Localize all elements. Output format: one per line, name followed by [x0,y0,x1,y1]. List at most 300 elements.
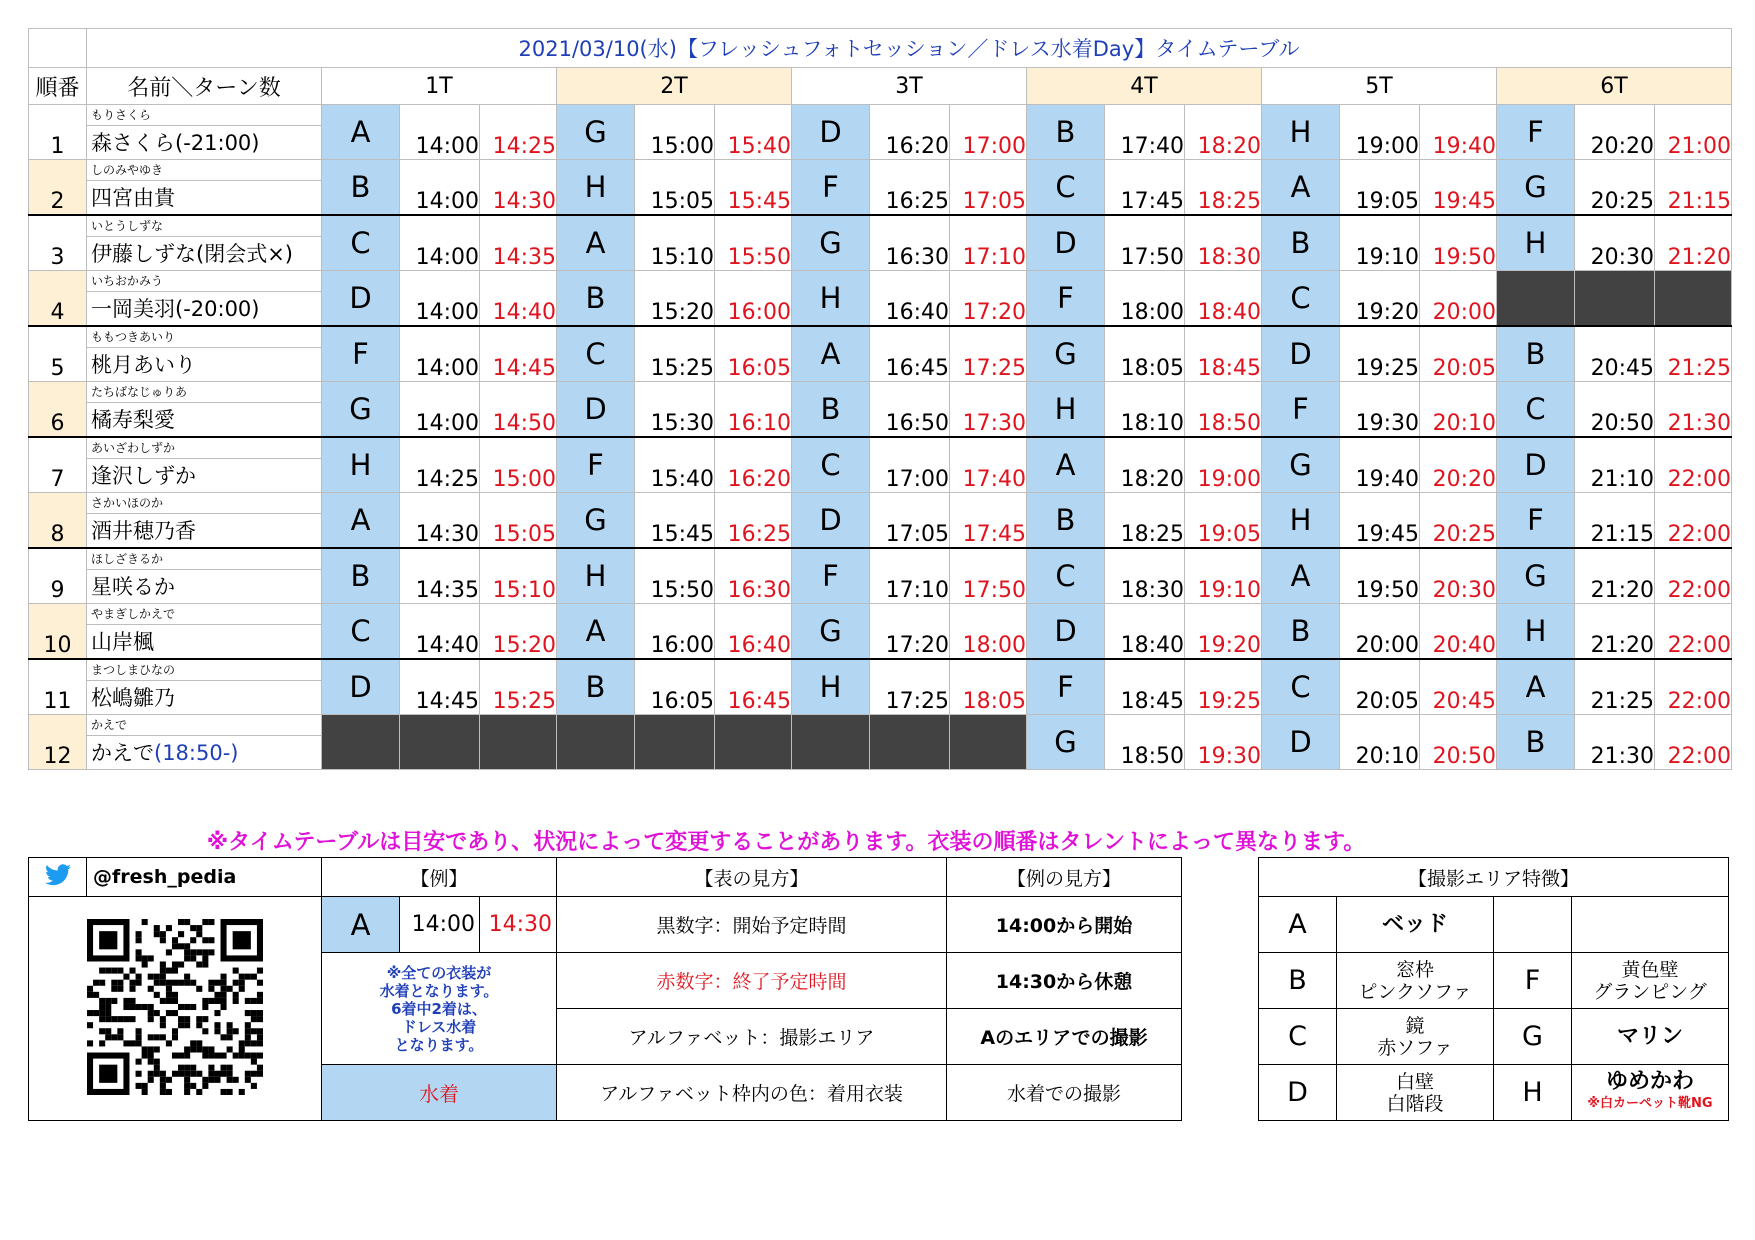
performer-cell [87,659,322,715]
area-letter: H [322,437,400,493]
area-feature-text: 窓枠 ピンクソファ [1358,958,1472,1003]
end-time: 14:50 [480,382,557,438]
end-time: 18:20 [1185,105,1262,160]
start-time: 19:05 [1340,160,1420,216]
qr-code-icon[interactable] [87,919,263,1095]
start-time: 19:40 [1340,437,1420,493]
start-time: 15:40 [635,437,715,493]
end-time: 15:40 [715,105,792,160]
end-time: 17:10 [950,215,1027,271]
end-time: 21:20 [1655,215,1732,271]
end-time: 14:45 [480,326,557,382]
start-time: 14:30 [400,493,480,549]
end-time: 19:40 [1420,105,1497,160]
area-letter: G [1027,715,1105,770]
costume-note: ※全ての衣装が 水着となります。 6着中2着は、 ドレス水着 となります。 [322,953,557,1065]
area-feature-text: マリン [1616,1023,1683,1049]
area-letter: F [1497,493,1575,549]
end-time: 18:40 [1185,271,1262,327]
start-time: 16:30 [870,215,950,271]
turn-header-5: 5T [1262,68,1497,105]
performer-cell [87,715,322,770]
start-time: 16:05 [635,659,715,715]
legend-example-color: 水着での撮影 [947,1065,1182,1121]
performer-furigana: まつしまひなの [87,660,321,681]
start-time: 20:00 [1340,604,1420,660]
legend-item-color: アルファベット枠内の色：着用衣装 [557,1065,947,1121]
page-title: 2021/03/10(水)【フレッシュフォトセッション／ドレス水着Day】タイムテーブル [87,29,1732,68]
start-time: 15:05 [635,160,715,216]
end-time: 14:30 [480,160,557,216]
area-feature-desc [1572,953,1729,1009]
row-number: 7 [29,437,87,493]
turn-header-1: 1T [322,68,557,105]
area-letter: H [1262,493,1340,549]
area-letter: A [1497,659,1575,715]
start-time: 19:30 [1340,382,1420,438]
timetable-sheet [28,28,1732,1115]
area-feature-text: ゆめかわ [1605,1068,1694,1094]
area-feature-desc [1337,953,1494,1009]
example-header: 【例】 [322,858,557,897]
area-letter: C [1027,548,1105,604]
swimsuit-color-sample: 水着 [322,1065,557,1121]
end-time: 20:40 [1420,604,1497,660]
area-letter: H [1027,382,1105,438]
area-letter: B [1497,326,1575,382]
area-letter: D [1262,715,1340,770]
area-letter: B [322,160,400,216]
row-number: 12 [29,715,87,770]
area-feature-row [1259,1065,1729,1121]
performer-furigana: あいざわしずか [87,438,321,459]
end-time: 15:10 [480,548,557,604]
performer-name-line [87,126,321,158]
area-letter: B [1027,493,1105,549]
end-time: 22:00 [1655,604,1732,660]
end-time: 16:25 [715,493,792,549]
start-time: 14:00 [400,271,480,327]
row-number: 5 [29,326,87,382]
area-feature-desc [1572,1065,1729,1121]
area-features-header: 【撮影エリア特徴】 [1259,858,1729,897]
area-features [1258,857,1729,1121]
end-time: 22:00 [1655,493,1732,549]
area-feature-text: ベッド [1381,911,1448,937]
performer-name: 森さくら(-21:00) [91,131,260,155]
table-row [29,715,1732,770]
unavailable-cell [480,715,557,770]
area-letter: H [1497,604,1575,660]
performer-furigana: さかいほのか [87,493,321,514]
header-row [29,68,1732,105]
performer-cell [87,105,322,160]
start-time: 18:40 [1105,604,1185,660]
example-start: 14:00 [400,897,480,953]
twitter-icon [45,864,71,886]
start-time: 14:45 [400,659,480,715]
start-time: 20:30 [1575,215,1655,271]
area-letter: B [557,659,635,715]
start-time: 21:25 [1575,659,1655,715]
end-time: 17:45 [950,493,1027,549]
area-feature-row [1259,1009,1729,1065]
notice-text: ※タイムテーブルは目安であり、状況によって変更することがあります。衣装の順番はタレントによって異なります。 [206,830,1366,855]
unavailable-cell [1655,271,1732,327]
area-letter: D [792,105,870,160]
unavailable-cell [635,715,715,770]
unavailable-cell [322,715,400,770]
end-time: 16:20 [715,437,792,493]
performer-name-line [87,292,321,324]
start-time: 19:10 [1340,215,1420,271]
start-time: 18:45 [1105,659,1185,715]
area-letter: G [1497,548,1575,604]
end-time: 19:30 [1185,715,1262,770]
area-features-table [1258,857,1729,1121]
area-feature-desc [1337,897,1494,953]
start-time: 18:20 [1105,437,1185,493]
unavailable-cell [715,715,792,770]
start-time: 20:45 [1575,326,1655,382]
area-letter: B [1262,604,1340,660]
table-row [29,437,1732,493]
area-letter: B [1262,215,1340,271]
area-letter: G [322,382,400,438]
start-time: 15:00 [635,105,715,160]
legend-item-black: 黒数字：開始予定時間 [557,897,947,953]
start-time: 14:00 [400,215,480,271]
area-feature-desc [1337,1009,1494,1065]
area-letter: D [1027,604,1105,660]
area-feature-text: 黄色壁 グランピング [1593,958,1707,1003]
performer-furigana: もりさくら [87,105,321,126]
end-time: 15:45 [715,160,792,216]
start-time: 21:15 [1575,493,1655,549]
end-time: 18:05 [950,659,1027,715]
area-letter: B [1027,105,1105,160]
unavailable-cell [792,715,870,770]
start-time: 20:25 [1575,160,1655,216]
end-time: 17:20 [950,271,1027,327]
end-time: 20:25 [1420,493,1497,549]
performer-cell [87,271,322,327]
qr-code-cell [29,897,322,1121]
performer-name: 松嶋雛乃 [91,686,175,710]
table-row [29,382,1732,438]
area-feature-letter: H [1494,1065,1572,1121]
performer-name: かえで [91,741,154,765]
performer-name-line [87,181,321,213]
end-time: 18:00 [950,604,1027,660]
start-time: 19:45 [1340,493,1420,549]
start-time: 15:30 [635,382,715,438]
area-feature-letter: B [1259,953,1337,1009]
start-time: 19:25 [1340,326,1420,382]
example-area: A [322,897,400,953]
end-time: 20:50 [1420,715,1497,770]
area-letter: H [1262,105,1340,160]
end-time: 16:00 [715,271,792,327]
table-row [29,105,1732,160]
performer-cell [87,437,322,493]
area-letter: C [792,437,870,493]
performer-furigana: たちばなじゅりあ [87,382,321,403]
start-time: 14:00 [400,326,480,382]
how-to-read-header: 【表の見方】 [557,858,947,897]
area-letter: B [322,548,400,604]
start-time: 15:20 [635,271,715,327]
end-time: 18:25 [1185,160,1262,216]
area-letter: F [557,437,635,493]
unavailable-cell [950,715,1027,770]
end-time: 17:05 [950,160,1027,216]
area-letter: A [557,215,635,271]
performer-name: 酒井穂乃香 [91,519,196,543]
end-time: 19:20 [1185,604,1262,660]
performer-furigana: ももつきあいり [87,327,321,348]
timetable [28,28,1732,770]
performer-name: 星咲るか [91,575,175,599]
legend-example-letter: Aのエリアでの撮影 [947,1009,1182,1065]
performer-name: 一岡美羽(-20:00) [91,297,260,321]
end-time: 21:15 [1655,160,1732,216]
area-letter: A [1027,437,1105,493]
start-time: 17:40 [1105,105,1185,160]
area-letter: B [557,271,635,327]
end-time: 17:50 [950,548,1027,604]
start-time: 15:45 [635,493,715,549]
start-time: 20:10 [1340,715,1420,770]
end-time: 22:00 [1655,659,1732,715]
end-time: 19:10 [1185,548,1262,604]
area-letter: D [322,659,400,715]
end-time: 20:45 [1420,659,1497,715]
area-letter: H [792,659,870,715]
performer-name-line [87,348,321,380]
twitter-icon-cell [29,858,87,897]
area-feature-desc [1337,1065,1494,1121]
performer-name-line [87,237,321,269]
table-row [29,326,1732,382]
start-time: 18:05 [1105,326,1185,382]
table-row [29,493,1732,549]
start-time: 14:35 [400,548,480,604]
start-time: 17:45 [1105,160,1185,216]
row-number: 3 [29,215,87,271]
end-time: 14:35 [480,215,557,271]
performer-name-line [87,681,321,713]
start-time: 14:00 [400,382,480,438]
twitter-handle[interactable]: @fresh_pedia [87,858,322,897]
performer-name-note: (18:50-) [154,741,239,765]
table-row [29,271,1732,327]
start-time: 14:25 [400,437,480,493]
performer-furigana: しのみやゆき [87,160,321,181]
area-letter: D [1027,215,1105,271]
legend-example-black: 14:00から開始 [947,897,1182,953]
end-time: 21:00 [1655,105,1732,160]
row-number: 9 [29,548,87,604]
end-time: 18:50 [1185,382,1262,438]
area-letter: C [557,326,635,382]
performer-cell [87,604,322,660]
end-time: 15:20 [480,604,557,660]
start-time: 15:50 [635,548,715,604]
performer-name: 四宮由貴 [91,186,175,210]
start-time: 16:20 [870,105,950,160]
legend-table [28,857,1182,1121]
area-letter: H [792,271,870,327]
start-time: 19:20 [1340,271,1420,327]
area-letter: A [557,604,635,660]
end-time: 15:05 [480,493,557,549]
start-time: 14:00 [400,105,480,160]
area-feature-row [1259,897,1729,953]
area-feature-letter: G [1494,1009,1572,1065]
area-feature-desc [1572,897,1729,953]
performer-name: 橘寿梨愛 [91,408,175,432]
start-time: 21:20 [1575,604,1655,660]
end-time: 18:45 [1185,326,1262,382]
end-time: 20:00 [1420,271,1497,327]
start-time: 17:25 [870,659,950,715]
performer-furigana: ほしざきるか [87,549,321,570]
start-time: 19:00 [1340,105,1420,160]
performer-cell [87,215,322,271]
end-time: 15:50 [715,215,792,271]
start-time: 16:50 [870,382,950,438]
end-time: 19:50 [1420,215,1497,271]
area-letter: H [557,548,635,604]
area-letter: C [1497,382,1575,438]
end-time: 19:05 [1185,493,1262,549]
end-time: 21:30 [1655,382,1732,438]
name-turn-header: 名前＼ターン数 [87,68,322,105]
area-letter: D [1497,437,1575,493]
turn-header-2: 2T [557,68,792,105]
end-time: 20:30 [1420,548,1497,604]
start-time: 20:05 [1340,659,1420,715]
area-letter: C [1027,160,1105,216]
area-feature-ng-note: ※白カーペット靴NG [1587,1095,1713,1111]
end-time: 16:30 [715,548,792,604]
start-time: 16:00 [635,604,715,660]
unavailable-cell [1497,271,1575,327]
start-time: 17:00 [870,437,950,493]
order-header: 順番 [29,68,87,105]
area-letter: H [557,160,635,216]
area-letter: F [792,548,870,604]
performer-name: 桃月あいり [91,353,196,377]
end-time: 20:05 [1420,326,1497,382]
start-time: 18:30 [1105,548,1185,604]
start-time: 19:50 [1340,548,1420,604]
area-letter: G [1027,326,1105,382]
row-number: 1 [29,105,87,160]
performer-furigana: かえで [87,715,321,736]
row-number: 4 [29,271,87,327]
start-time: 21:20 [1575,548,1655,604]
area-feature-text: 鏡 赤ソファ [1377,1014,1453,1059]
area-feature-row [1259,953,1729,1009]
start-time: 14:40 [400,604,480,660]
performer-name-line [87,570,321,602]
performer-cell [87,160,322,216]
start-time: 15:10 [635,215,715,271]
start-time: 17:20 [870,604,950,660]
area-feature-letter: C [1259,1009,1337,1065]
area-letter: G [792,215,870,271]
legend-item-letter: アルファベット：撮影エリア [557,1009,947,1065]
end-time: 22:00 [1655,437,1732,493]
row-number: 11 [29,659,87,715]
table-row [29,604,1732,660]
performer-furigana: いとうしずな [87,216,321,237]
end-time: 21:25 [1655,326,1732,382]
start-time: 18:50 [1105,715,1185,770]
performer-cell [87,382,322,438]
turn-header-6: 6T [1497,68,1732,105]
legend-example-red: 14:30から休憩 [947,953,1182,1009]
start-time: 16:25 [870,160,950,216]
end-time: 16:05 [715,326,792,382]
performer-name: 逢沢しずか [91,464,196,488]
start-time: 16:40 [870,271,950,327]
table-row [29,548,1732,604]
end-time: 20:20 [1420,437,1497,493]
end-time: 17:30 [950,382,1027,438]
end-time: 14:25 [480,105,557,160]
area-letter: C [1262,271,1340,327]
area-feature-letter: D [1259,1065,1337,1121]
performer-name-line [87,736,321,768]
start-time: 16:45 [870,326,950,382]
area-letter: F [1497,105,1575,160]
area-letter: B [1497,715,1575,770]
row-number: 2 [29,160,87,216]
performer-name-line [87,459,321,491]
area-letter: F [792,160,870,216]
turn-header-4: 4T [1027,68,1262,105]
end-time: 19:25 [1185,659,1262,715]
unavailable-cell [870,715,950,770]
start-time: 14:00 [400,160,480,216]
unavailable-cell [1575,271,1655,327]
area-letter: C [322,604,400,660]
table-row [29,659,1732,715]
end-time: 16:10 [715,382,792,438]
area-feature-letter [1494,897,1572,953]
area-letter: H [1497,215,1575,271]
row-number: 6 [29,382,87,438]
start-time: 20:20 [1575,105,1655,160]
end-time: 16:45 [715,659,792,715]
start-time: 17:10 [870,548,950,604]
start-time: 18:25 [1105,493,1185,549]
performer-cell [87,548,322,604]
performer-furigana: やまぎしかえで [87,604,321,625]
area-letter: C [322,215,400,271]
example-read-header: 【例の見方】 [947,858,1182,897]
start-time: 15:25 [635,326,715,382]
end-time: 19:00 [1185,437,1262,493]
end-time: 22:00 [1655,715,1732,770]
area-letter: F [1027,271,1105,327]
start-time: 18:00 [1105,271,1185,327]
area-letter: A [1262,548,1340,604]
title-corner [29,29,87,68]
